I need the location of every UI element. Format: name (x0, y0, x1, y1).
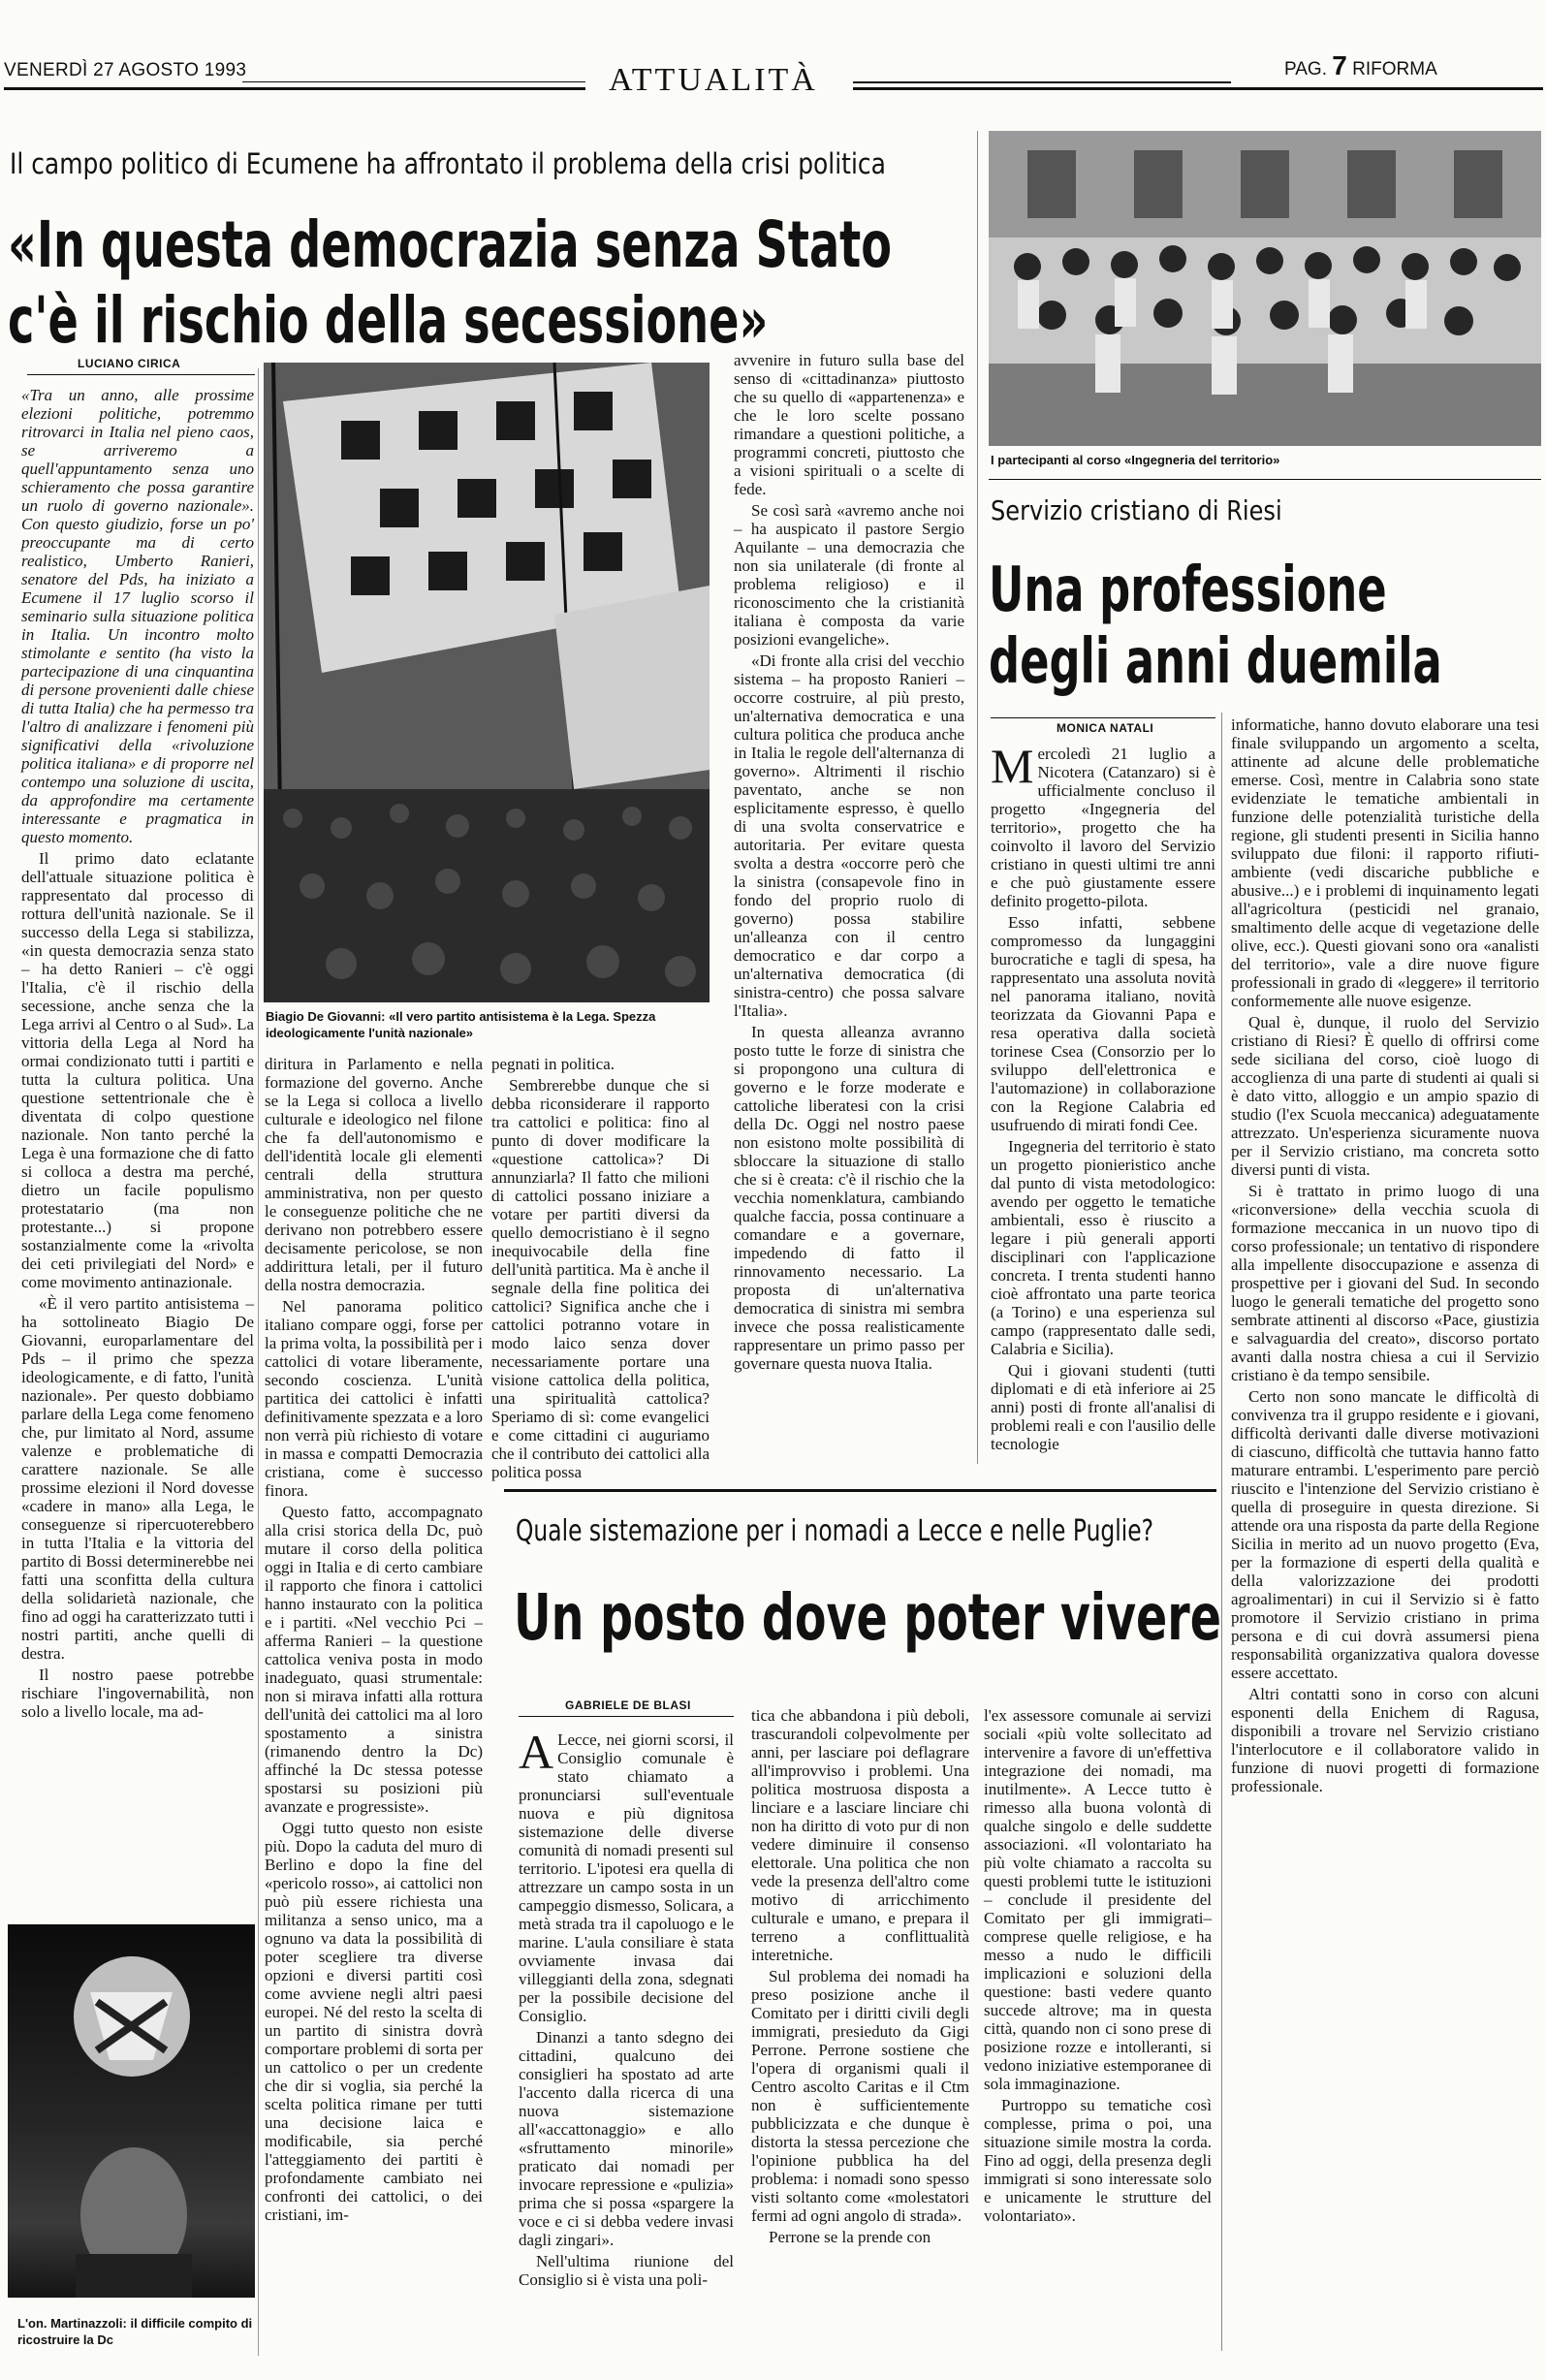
section-title: ATTUALITÀ (609, 62, 818, 98)
issue-date: VENERDÌ 27 AGOSTO 1993 (4, 60, 247, 80)
article1-column-4 (734, 351, 964, 1456)
article1-paragraph: Nel panorama politico italiano compare oggi, forse per la prima volta, la possibilità per i cattolici di votare liberamente, secondo coscienza. L'unità partitica dei cattolici è infatti definitivamente spezzata e a loro non verrà più richiesto di votare in massa e compatti Democrazia cristiana, come è successo finora. (265, 1297, 483, 1500)
article2-kicker: Servizio cristiano di Riesi (991, 494, 1282, 526)
article2-paragraph: Si è trattato in primo luogo di una «riconversione» della vecchia scuola di formazione meccanica in un nuovo tipo di corso professionale; un tentativo di rispondere alla impellente disoccupazione e assenza di prospettive per i giovani del Sud. In secondo luogo le generali tematiche del progetto sono sembrate attinenti al discorso «Pace, giustizia e salvaguardia del creato», discorso portato avanti dalla nostra chiesa a cui il Servizio cristiano è da tempo sensibile. (1231, 1182, 1539, 1384)
article2-paragraph (991, 739, 1215, 910)
article3-paragraph: Sul problema dei nomadi ha preso posizione anche il Comitato per i diritti civili degli immigrati, presieduto da Gigi Perrone. Perrone sostiene che l'opera di organismi quali il Centro ascolto Caritas e il Ctm non è sufficientemente pubblicizzata e che dunque è distorta la stessa percezione che l'opinione pubblica ha del problema: i nomadi sono spesso visti soltanto come «molestatori fermi ad ogni angolo di strada». (751, 1967, 969, 2225)
article2-paragraph: informatiche, hanno dovuto elaborare una tesi finale sviluppando un argomento a scelta, attinente ad alcune delle problematiche emerse. Così, mentre in Calabria sono state evidenziate le tematiche ambientali in funzione delle potenzialità turistiche della regione, gli studenti presenti in Sicilia hanno sviluppato due filoni: il rapporto rifiuti-ambiente (vedi discariche pubbliche e abusive...) e i problemi di inquinamento legati all'agricoltura (pesticidi nel granaio, smaltimento delle acque di vegetazione delle olive, ecc.). Questi giovani sono ora «analisti del territorio», vale a dire nuove figure professionali in grado di «leggere» il territorio conformemente alle nuove esigenze. (1231, 715, 1539, 1010)
article1-kicker: Il campo politico di Ecumene ha affrontato il problema della crisi politica (10, 147, 886, 180)
masthead-rule-left-thin (242, 81, 585, 82)
article1-paragraph: Sembrerebbe dunque che si debba riconsiderare il rapporto tra cattolici e politica: fino al punto di dover modificare la «questione cattolica»? Di annunziarla? Il fatto che milioni di cattolici possano iniziare a votare per partiti diversi da quello democristiano è il segno inequivocabile della fine dell'unità partitica. Ma è anche il segnale della fine politica dei cattolici? Significa anche che i cattolici potranno votare in modo laico senza dover necessariamente portare una visione cattolica della politica, una spiritualità cattolica? Speriamo di sì: come evangelici e come cittadini ci auguriamo che il contributo dei cattolici alla politica possa (491, 1076, 710, 1481)
article3-byline-rule (519, 1716, 734, 1717)
article3-paragraph: Purtroppo su tematiche così complesse, prima o poi, una situazione simile mostra la corda. Fino ad oggi, della presenza degli immigrati si sono interessate solo e unicamente le strutture del volontariato». (984, 2096, 1212, 2225)
article3-column-3 (984, 1706, 1212, 2351)
article1-paragraph: In questa alleanza avranno posto tutte le forze di sinistra che si propongono una cultura di governo e le forze moderate e cattoliche liberatesi con la crisi della Dc. Oggi nel nostro paese non esistono molte possibilità di sbloccare la situazione di stallo che si è creata: c'è il rischio che la vecchia nomenklatura, cambiando qualche faccia, possa continuare a comandare e a governare, impedendo di fatto il rinnovamento necessario. La proposta di un'alternativa democratica di sinistra mi sembra invece che possa realisticamente rappresentare un primo passo per governare questa nuova Italia. (734, 1023, 964, 1373)
article1-author: LUCIANO CIRICA (78, 357, 181, 370)
article1-paragraph: pegnati in politica. (491, 1055, 615, 1073)
article3-lead: Lecce, nei giorni scorsi, il Consiglio comunale è stato chiamato a pronunciarsi sull'eventuale nuova e più dignitosa sistemazione delle diverse comunità di nomadi presenti sul territorio. L'ipotesi era quella di attrezzare un campo sosta in un campeggio dismesso, Solicara, a metà strada tra il capoluogo e le marine. L'aula consiliare è stata ovviamente invasa dai villeggianti della zona, sdegnati per la possibile decisione del Consiglio. (519, 1730, 734, 2025)
article2-paragraph: Esso infatti, sebbene compromesso da lungaggini burocratiche e tagli di spesa, ha rappresentato una assoluta novità nel panorama italiano, novità teorizzata da Giovanni Papa e resa operativa dalla società torinese Csea (Consorzio per lo sviluppo dell'elettronica e l'automazione) in collaborazione con la Regione Calabria ed usufruendo di mirati fondi Cee. (991, 913, 1215, 1134)
masthead-rule-right (853, 81, 1231, 83)
page-label (1284, 50, 1437, 81)
article2-top-rule (989, 479, 1541, 480)
article1-paragraph: «È il vero partito antisistema – ha sottolineato Biagio De Giovanni, europarlamentare del Pds – il primo che spezza ideologicamente, e di fatto, l'unità nazionale». Per questo dobbiamo parlare della Lega come fenomeno che, pur limitato al Nord, assume valenze e problematiche di carattere nazionale. Se alle prossime elezioni il Nord dovesse «cadere in mano» alla Lega, le conseguenze si ripercuoterebbero in tutta l'Italia e la vittoria del partito di Bossi determinerebbe nei fatti una sconfitta della cultura della solidarietà nazionale, che fino ad oggi ha caratterizzato tutti i nostri partiti, anche quelli di destra. (21, 1294, 254, 1663)
article3-dropcap: A (519, 1725, 554, 1779)
article3-paragraph (519, 1725, 734, 2025)
article1-paragraph: «Di fronte alla crisi del vecchio sistema – ha proposto Ranieri – occorre costruire, al più presto, un'alternativa democratica e una cultura politica che produca anche in Italia le regole dell'alternanza di governo». Altrimenti il rischio paventato, anche se non esplicitamente espresso, è quello di una svolta conservatrice e autoritaria. Per evitare questa svolta a destra «occorre però che la sinistra (consapevole fino in fondo del proprio ruolo di governo) possa stabilire un'alleanza con il centro democratico e dar corpo a un'alternativa democratica (di sinistra-centro) che possa salvare l'Italia». (734, 651, 964, 1020)
participants-caption: I partecipanti al corso «Ingegneria del territorio» (991, 453, 1280, 467)
article1-paragraph: diritura in Parlamento e nella formazione del governo. Anche se la Lega si colloca a livello culturale e ideologico nel filone che fa dell'autonomismo e dell'identità locale gli elementi centrali della struttura amministrativa, non per questo le conseguenze politiche che ne derivano non potrebbero essere decisamente pericolose, se non addirittura letali, per il futuro della nostra democrazia. (265, 1055, 483, 1294)
article1-column-2 (265, 1055, 483, 2224)
article2-paragraph: Certo non sono mancate le difficoltà di convivenza tra il gruppo residente e i giovani, difficoltà derivanti dalle diverse motivazioni di ciascuno, difficoltà che tuttavia hanno fatto maturare entrambi. L'esperimento pare perciò riuscito e l'intenzione del Servizio cristiano è quella di proseguire in questa direzione. Si attende ora una risposta da parte della Regione Sicilia in merito ad un nuovo progetto (Eva, per la formazione di esperti della qualità e della valorizzazione dei prodotti agroalimentari) in cui il Servizio si è fatto promotore il Servizio cristiano in prima persona e di cui dovrà assumersi piena responsabilità organizzativa qualora dovesse essere accettato. (1231, 1387, 1539, 1682)
article2-column-2 (1231, 715, 1539, 2354)
article1-paragraph: Se così sarà «avremo anche noi – ha auspicato il pastore Sergio Aquilante – una democrazia che non sia unilaterale (di fronte al problema religioso) e il riconoscimento che la cristianità italiana è composta da varie posizioni evangeliche». (734, 501, 964, 649)
article2-paragraph: Qui i giovani studenti (tutti diplomati e di età inferiore ai 25 anni) posti di fronte all'analisi di problemi reali e con l'ausilio delle tecnologie (991, 1361, 1215, 1453)
article1-paragraph: avvenire in futuro sulla base del senso di «cittadinanza» piuttosto che su quello di «appartenenza» e che le loro scelte possano rimandare a questioni politiche, a programmi concreti, piuttosto che a visioni spirituali o a scelte di fede. (734, 351, 964, 498)
article1-paragraph: Oggi tutto questo non esiste più. Dopo la caduta del muro di Berlino e dopo la fine del «pericolo rosso», ai cattolici non può più essere richiesta una militanza a senso unico, ma a ognuno va data la possibilità di poter scegliere tra diverse opzioni e diversi partiti così come avviene negli altri paesi europei. Né del resto la scelta di un partito di sinistra dovrà comportare problemi di sorta per un cattolico o per un credente che dir si voglia, sia perché la scelta politica rimane per tutti una decisione laica e modificabile, sia perché l'atteggiamento dei partiti è profondamente cambiato nei confronti dei cattolici, o dei cristiani, im- (265, 1819, 483, 2224)
crowd-image (264, 363, 710, 1002)
article3-kicker: Quale sistemazione per i nomadi a Lecce e nelle Puglie? (516, 1514, 1154, 1548)
article1-paragraph: Il primo dato eclatante dell'attuale situazione politica è rappresentato dal processo di rottura dell'unità nazionale. Se il successo della Lega si stabilizza, «in questa democrazia senza stato – ha detto Ranieri – c'è oggi l'Italia, c'è il rischio della secessione, anche senza che la Lega arrivi al Centro o al Sud». La vittoria della Lega al Nord ha ormai condizionato tutti i partiti e tutta la cultura politica. Una questione settentrionale che è diventata di colpo questione nazionale. Non tanto perché la Lega è una formazione che di fatto si colloca a destra ma perché, dietro un facile populismo protestatario (ma non protestante...) si propone sostanzialmente come la «rivolta dei ceti privilegiati del Nord» e come movimento antinazionale. (21, 849, 254, 1291)
article2-paragraph: Altri contatti sono in corso con alcuni esponenti della Enichem di Ragusa, disponibili a trovare nel Servizio cristiano l'interlocutore e il collaboratore valido in funzione di nuovi progetti di formazione professionale. (1231, 1685, 1539, 1795)
article3-paragraph: Perrone se la prende con (769, 2228, 931, 2246)
article2-lead: ercoledì 21 luglio a Nicotera (Catanzaro) si è ufficialmente concluso il progetto «Ingegneria del territorio», progetto che ha coinvolto il lavoro del Servizio cristiano in questi ultimi tre anni e che può giustamente essere definito progetto-pilota. (991, 745, 1215, 910)
column-rule (977, 131, 978, 1464)
column-rule (1221, 713, 1222, 2351)
masthead-rule-left (4, 87, 585, 90)
course-participants-photo (989, 131, 1541, 446)
article2-dropcap: M (991, 739, 1034, 793)
masthead-rule-right-thick (853, 87, 1543, 90)
article1-column-1 (21, 386, 254, 1918)
article3-column-2 (751, 1706, 969, 2351)
article3-paragraph: l'ex assessore comunale ai servizi sociali «più volte sollecitato ad intervenire a favore di un'effettiva integrazione dei nomadi, ma inutilmente». A Lecce tutto è rimesso alla buona volontà di qualche singolo e delle suddette associazioni. «Il volontariato ha più volte chiamato a raccolta su questi problemi tutte le istituzioni – conclude il presidente del Comitato per gli immigrati– comprese quelle religiose, e ha messo a nudo le difficili implicazioni e soluzioni della questione: basti vedere quanto succede altrove; ma in questa città, quando non ci sono prese di posizione rozze e intolleranti, si vedono iniziative estemporanee di sola immaginazione. (984, 1706, 1212, 2093)
page-number: 7 (1332, 50, 1347, 80)
article3-top-rule (504, 1489, 1216, 1492)
article2-paragraph: Ingegneria del territorio è stato un progetto pionieristico anche dal punto di vista metodologico: avendo per oggetto le tematiche ambientali, esso è riuscito a legare i più generali apporti disciplinari con l'applicazione concreta. I trenta studenti hanno cioè affrontato una parte teorica (a Torino) e una esperienza sul campo (rappresentato dalle sedi, Calabria e Sicilia). (991, 1137, 1215, 1358)
crowd-photo-caption: Biagio De Giovanni: «Il vero partito antisistema è la Lega. Spezza ideologicamente l'unità nazionale» (266, 1009, 656, 1040)
article1-paragraph: Questo fatto, accompagnato alla crisi storica della Dc, può mutare il corso della politica oggi in Italia e di certo cambiare il rapporto che finora i cattolici hanno instaurato con la politica e i partiti. «Nel vecchio Pci – afferma Ranieri – la questione cattolica veniva posta in modo inadeguato, quasi strumentale: non si mirava infatti alla rottura dell'unità dei cattolici ma al loro spostamento a sinistra (rimanendo dentro la Dc) affinché la Dc stessa potesse spostarsi su posizioni più avanzate e progressiste». (265, 1503, 483, 1816)
article1-lead: «Tra un anno, alle prossime elezioni politiche, potremmo ritrovarci in Italia nel pieno caos, se arriveremo a quell'appuntamento senza uno schieramento che possa garantire un ruolo di governo nazionale». Con questo giudizio, forse un po' preoccupante ma di certo realistico, Umberto Ranieri, senatore del Pds, ha iniziato a Ecumene il 17 luglio scorso il seminario sulla situazione politica in Italia. Un incontro molto stimolante e sentito (ha visto la partecipazione di una cinquantina di persone provenienti dalle chiese di tutta Italia) che ha permesso tra l'altro di analizzare i fenomeni più significativi della «rivoluzione politica italiana» e di proporre nel contempo una soluzione di uscita, da approfondire ma certamente interessante e pragmatica in questo momento. (21, 386, 254, 846)
paper-name: RIFORMA (1352, 59, 1437, 79)
article1-column-3 (491, 1055, 710, 1481)
article2-paragraph: Qual è, dunque, il ruolo del Servizio cristiano di Riesi? È quello di offrirsi come sede siciliana del corso, cioè luogo di accoglienza di una parte di studenti ai quali si è dato vitto, alloggio e un ampio spazio di studio (l'ex Scuola meccanica) adeguatamente attrezzato. Un'esperienza sicuramente nuova per il Servizio cristiano, ma concreta sotto diversi punti di vista. (1231, 1013, 1539, 1179)
page-label-text: PAG. (1284, 59, 1327, 79)
participants-image (989, 131, 1541, 446)
portrait-image (8, 1924, 255, 2298)
martinazzoli-portrait (8, 1924, 255, 2298)
article3-author: GABRIELE DE BLASI (565, 1698, 691, 1712)
article3-column-1 (519, 1725, 734, 2351)
article1-headline-line2: c'è il rischio della secessione» (8, 283, 769, 358)
portrait-caption: L'on. Martinazzoli: il difficile compito di ricostruire la Dc (17, 2316, 253, 2347)
article3-paragraph: Nell'ultima riunione del Consiglio si è vista una poli- (519, 2252, 734, 2289)
article2-headline-line1: Una professione (989, 555, 1387, 626)
article1-paragraph: Il nostro paese potrebbe rischiare l'ingovernabilità, non solo a livello locale, ma ad- (21, 1666, 254, 1721)
crowd-flags-photo (264, 363, 710, 1002)
column-rule (258, 368, 259, 2356)
article2-headline-line2: degli anni duemila (989, 626, 1442, 698)
article2-byline-rule (991, 717, 1215, 718)
article3-headline: Un posto dove poter vivere (514, 1580, 1221, 1655)
article1-headline-line1: «In questa democrazia senza Stato (8, 207, 893, 282)
article2-column-1 (991, 739, 1215, 1476)
article2-author: MONICA NATALI (1057, 721, 1154, 735)
article3-paragraph: tica che abbandona i più deboli, trascurandoli colpevolmente per anni, per lasciare poi deflagrare all'improvviso i problemi. Una politica mostruosa disposta a linciare e a lasciare linciare chi non ha diritto di voto pur di non vedere diminuire il consenso elettorale. Una politica che non vede la presenza dell'altro come motivo di arricchimento culturale e umano, e prepara il terreno a conflittualità interetniche. (751, 1706, 969, 1964)
article3-paragraph: Dinanzi a tanto sdegno dei cittadini, qualcuno dei consiglieri ha spostato ad arte l'accento dalla ricerca di una nuova sistemazione all'«accattonaggio» e allo «sfruttamento minorile» praticato dai nomadi per invocare repressione e «pulizia» prima che si possa «spargere la voce e ci si debba vedere invasi dagli zingari». (519, 2028, 734, 2249)
article1-byline-rule (27, 374, 255, 375)
